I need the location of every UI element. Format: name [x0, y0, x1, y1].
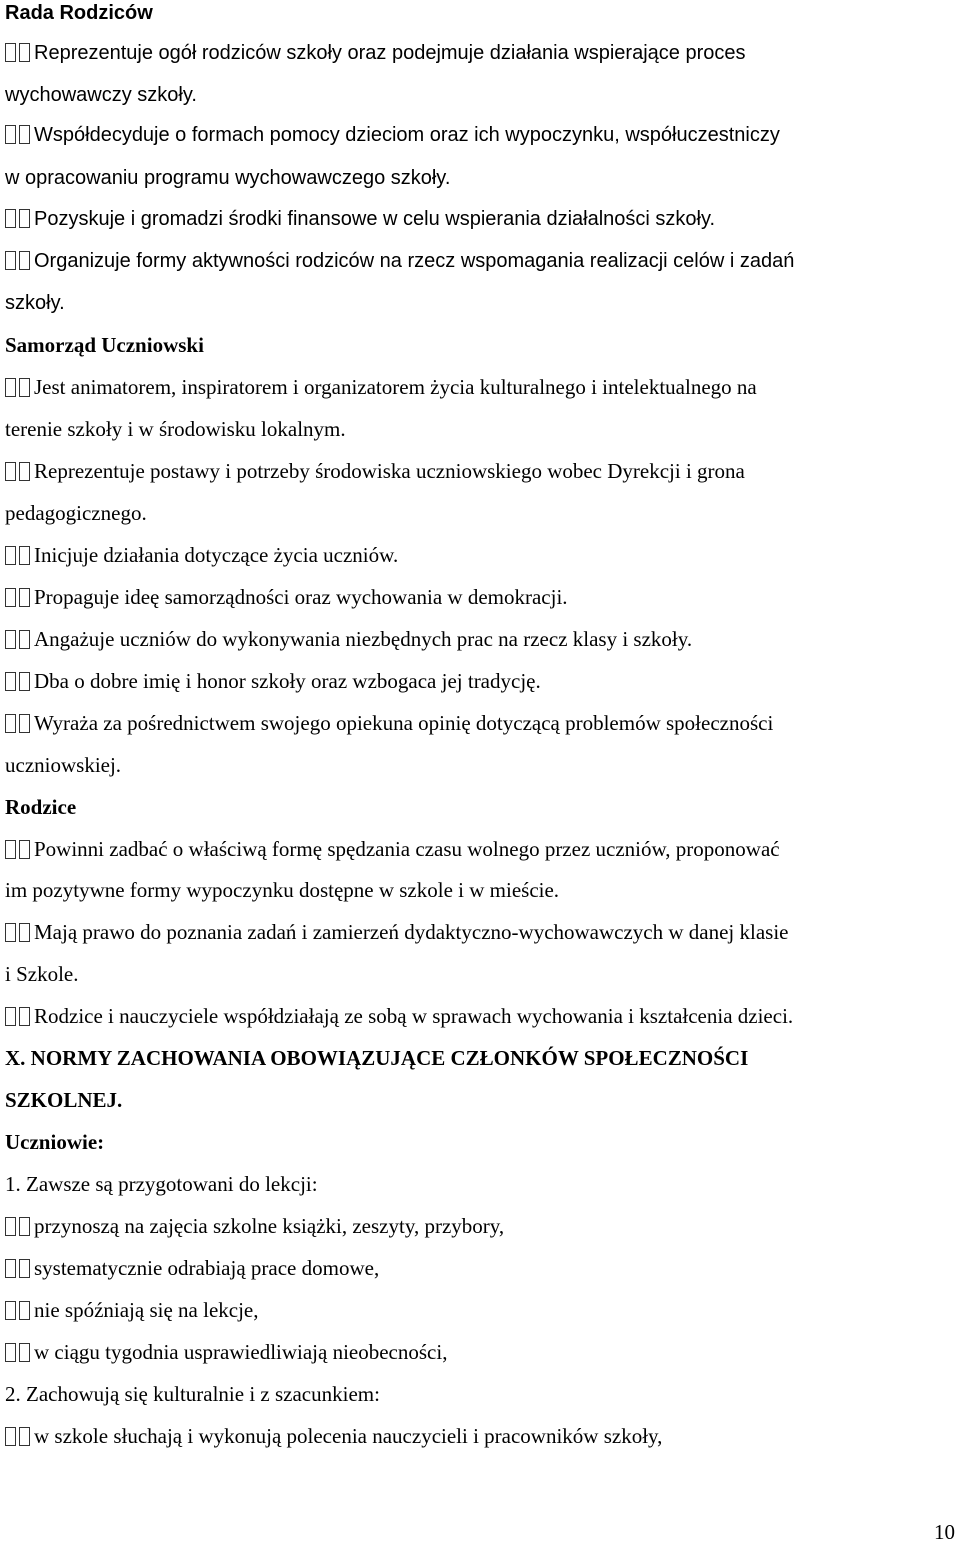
page-number: 10 [934, 1520, 955, 1544]
numbered-item: 1. Zawsze są przygotowani do lekcji: [5, 1172, 318, 1196]
numbered-item: 2. Zachowują się kulturalnie i z szacunkiem: [5, 1382, 380, 1406]
bullet-item: nie spóźniają się na lekcje, [5, 1297, 259, 1323]
bullet-item: przynoszą na zajęcia szkolne książki, zeszyty, przybory, [5, 1213, 504, 1239]
missing-glyph-bullet-icon [5, 248, 33, 274]
section-heading-rodzice: Rodzice [5, 795, 77, 819]
bullet-item: Mają prawo do poznania zadań i zamierzeń dydaktyczno-wychowawczych w danej klasie [5, 919, 789, 945]
bullet-continuation: uczniowskiej. [5, 753, 122, 777]
section-heading-rada-rodzicow: Rada Rodziców [5, 2, 153, 24]
missing-glyph-bullet-icon [5, 542, 33, 568]
missing-glyph-bullet-icon [5, 1213, 33, 1239]
bullet-continuation: i Szkole. [5, 962, 79, 986]
missing-glyph-bullet-icon [5, 374, 33, 400]
missing-glyph-bullet-icon [5, 710, 33, 736]
missing-glyph-bullet-icon [5, 1003, 33, 1029]
chapter-heading-line-2: SZKOLNEJ. [5, 1088, 123, 1112]
bullet-item: Powinni zadbać o właściwą formę spędzania czasu wolnego przez uczniów, proponować [5, 836, 780, 862]
missing-glyph-bullet-icon [5, 626, 33, 652]
missing-glyph-bullet-icon [5, 1339, 33, 1365]
bullet-continuation: wychowawczy szkoły. [5, 84, 197, 106]
missing-glyph-bullet-icon [5, 1255, 33, 1281]
bullet-item: Wyraża za pośrednictwem swojego opiekuna opinię dotyczącą problemów społeczności [5, 710, 773, 736]
bullet-continuation: szkoły. [5, 292, 65, 314]
subheading-uczniowie: Uczniowie: [5, 1130, 105, 1154]
bullet-item: Współdecyduje o formach pomocy dzieciom oraz ich wypoczynku, współuczestniczy [5, 122, 780, 148]
bullet-item: Reprezentuje postawy i potrzeby środowiska uczniowskiego wobec Dyrekcji i grona [5, 458, 745, 484]
missing-glyph-bullet-icon [5, 206, 33, 232]
bullet-item: Jest animatorem, inspiratorem i organizatorem życia kulturalnego i intelektualnego na [5, 374, 757, 400]
chapter-heading-line-1: X. NORMY ZACHOWANIA OBOWIĄZUJĄCE CZŁONKÓW SPOŁECZNOŚCI [5, 1046, 749, 1070]
bullet-item: Reprezentuje ogół rodziców szkoły oraz podejmuje działania wspierające proces [5, 40, 745, 66]
section-heading-samorzad-uczniowski: Samorząd Uczniowski [5, 333, 204, 357]
bullet-item: systematycznie odrabiają prace domowe, [5, 1255, 379, 1281]
bullet-item: w szkole słuchają i wykonują polecenia nauczycieli i pracowników szkoły, [5, 1423, 662, 1449]
bullet-continuation: im pozytywne formy wypoczynku dostępne w szkole i w mieście. [5, 878, 560, 902]
bullet-item: Inicjuje działania dotyczące życia uczniów. [5, 542, 398, 568]
bullet-continuation: terenie szkoły i w środowisku lokalnym. [5, 417, 346, 441]
missing-glyph-bullet-icon [5, 836, 33, 862]
missing-glyph-bullet-icon [5, 458, 33, 484]
missing-glyph-bullet-icon [5, 584, 33, 610]
missing-glyph-bullet-icon [5, 122, 33, 148]
missing-glyph-bullet-icon [5, 1297, 33, 1323]
missing-glyph-bullet-icon [5, 1423, 33, 1449]
missing-glyph-bullet-icon [5, 40, 33, 66]
missing-glyph-bullet-icon [5, 668, 33, 694]
bullet-item: w ciągu tygodnia usprawiedliwiają nieobecności, [5, 1339, 447, 1365]
bullet-item: Angażuje uczniów do wykonywania niezbędnych prac na rzecz klasy i szkoły. [5, 626, 692, 652]
bullet-continuation: w opracowaniu programu wychowawczego szkoły. [5, 167, 451, 189]
bullet-item: Propaguje ideę samorządności oraz wychowania w demokracji. [5, 584, 568, 610]
missing-glyph-bullet-icon [5, 919, 33, 945]
bullet-item: Dba o dobre imię i honor szkoły oraz wzbogaca jej tradycję. [5, 668, 541, 694]
bullet-continuation: pedagogicznego. [5, 501, 147, 525]
bullet-item: Rodzice i nauczyciele współdziałają ze sobą w sprawach wychowania i kształcenia dzieci. [5, 1003, 793, 1029]
bullet-item: Pozyskuje i gromadzi środki finansowe w celu wspierania działalności szkoły. [5, 206, 715, 232]
bullet-item: Organizuje formy aktywności rodziców na rzecz wspomagania realizacji celów i zadań [5, 248, 794, 274]
